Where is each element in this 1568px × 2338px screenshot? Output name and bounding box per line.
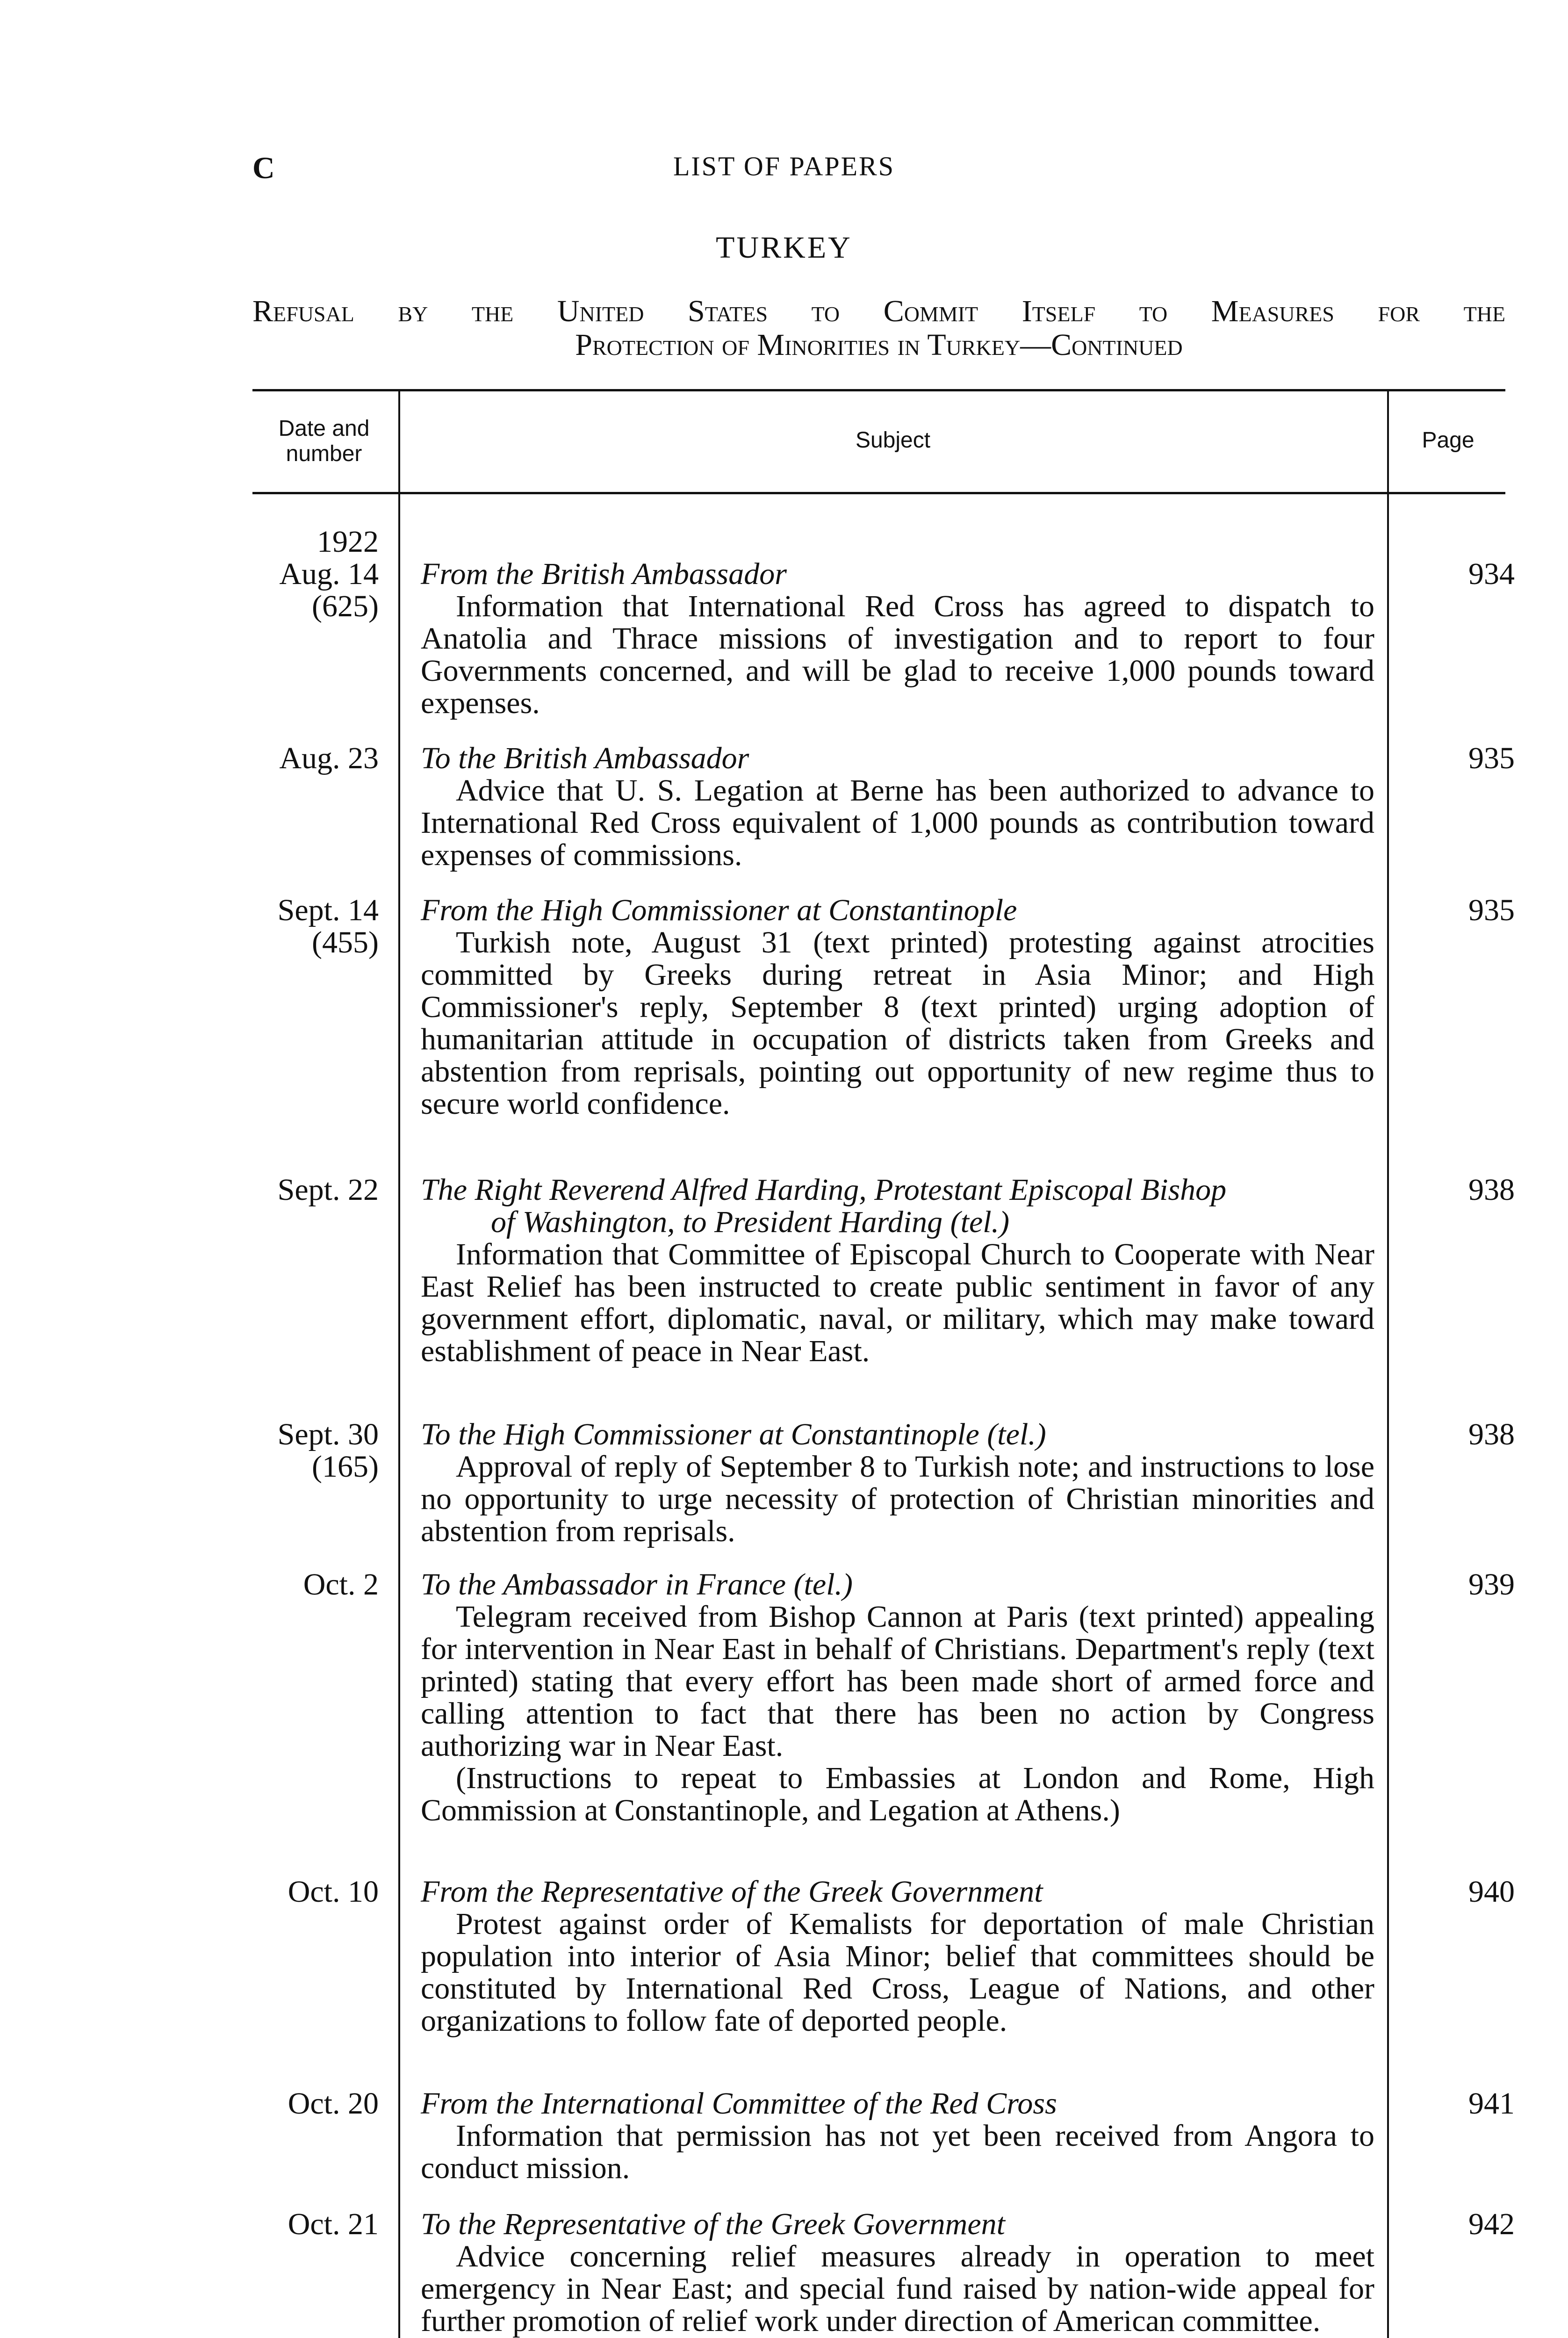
- entry-year: 1922: [317, 525, 379, 559]
- entry-date: [252, 894, 379, 959]
- page-marker: C: [252, 151, 275, 185]
- entry-body-note: (Instructions to repeat to Embassies at London and Rome, High Commission at Constantinople, and Legation at Athens.): [421, 1761, 1374, 1827]
- entry-date: [252, 1876, 379, 1908]
- entry-body: Protest against order of Kemalists for deportation of male Christian population into interior of Asia Minor; belief that committees should be constituted by International Red Cross, League of Nations, and other organizations to follow fate of deported people.: [421, 1907, 1374, 2038]
- entry-title: To the High Commissioner at Constantinople (tel.): [421, 1417, 1046, 1451]
- entry-subject: [421, 1876, 1374, 2037]
- entry-subject: [421, 1418, 1374, 1547]
- entry-subject: [421, 894, 1374, 1120]
- entry-number: (625): [312, 589, 379, 623]
- entry-body: Information that Committee of Episcopal Church to Cooperate with Near East Relief has been instructed to create public sentiment in favor of any government effort, diplomatic, naval, or military, which may make toward establishment of peace in Near East.: [421, 1237, 1374, 1368]
- entry-date: [252, 742, 379, 774]
- entry-title: To the Representative of the Greek Government: [421, 2207, 1005, 2241]
- section-title: [252, 295, 1505, 362]
- entry-page: 938: [1468, 1173, 1515, 1207]
- entry-title: To the Ambassador in France (tel.): [421, 1567, 853, 1602]
- entry-date: [252, 526, 379, 622]
- entry-title: The Right Reverend Alfred Harding, Protestant Episcopal Bishop: [421, 1173, 1227, 1207]
- entry-page: 935: [1468, 741, 1515, 775]
- entry-body: Telegram received from Bishop Cannon at Paris (text printed) appealing for intervention in Near East in behalf of Christians. Department's reply (text printed) stating that every effort has been made short of armed force and calling attention to fact that there has been no action by Congress authorizing war in Near East.: [421, 1600, 1374, 1763]
- column-divider-right: [1387, 389, 1389, 2338]
- entry-date-value: Sept. 22: [277, 1173, 379, 1207]
- entry-date: [252, 1174, 379, 1206]
- entry-date: [252, 2208, 379, 2240]
- entry-title: From the British Ambassador: [421, 557, 787, 591]
- entry-body: Advice concerning relief measures already in operation to meet emergency in Near East; and special fund raised by nation-wide appeal for further promotion of relief work under direction of American committee.: [421, 2239, 1374, 2338]
- running-header: LIST OF PAPERS: [673, 151, 895, 181]
- entry-body: Approval of reply of September 8 to Turkish note; and instructions to lose no opportunity to urge necessity of protection of Christian minorities and abstention from reprisals.: [421, 1450, 1374, 1548]
- column-header-page: Page: [1422, 428, 1474, 453]
- entry-date-value: Aug. 23: [279, 741, 379, 775]
- entry-date-value: Oct. 21: [288, 2207, 379, 2241]
- entry-title: From the High Commissioner at Constantinople: [421, 893, 1017, 927]
- entry-page: 940: [1468, 1875, 1515, 1909]
- entry-date-value: Oct. 20: [288, 2086, 379, 2121]
- entry-subject: [421, 742, 1374, 871]
- entry-date-value: Oct. 2: [303, 1567, 379, 1602]
- entry-page: 934: [1468, 557, 1515, 591]
- entry-body: Turkish note, August 31 (text printed) protesting against atrocities committed by Greeks during retreat in Asia Minor; and High Commissioner's reply, September 8 (text printed) urging adoption of humanitarian attitude in occupation of districts taken from Greeks and abstention from reprisals, pointing out opportunity of new regime thus to secure world confidence.: [421, 925, 1374, 1121]
- country-heading: TURKEY: [716, 231, 852, 265]
- entry-date: [252, 1568, 379, 1601]
- entry-title: To the British Ambassador: [421, 741, 749, 775]
- entry-date: [252, 2087, 379, 2120]
- entry-subject: [421, 2087, 1374, 2184]
- entry-body: Information that permission has not yet been received from Angora to conduct mission.: [421, 2119, 1374, 2185]
- entry-page: 938: [1468, 1417, 1515, 1451]
- column-header-subject: Subject: [855, 428, 931, 453]
- entry-title: From the International Committee of the Red Cross: [421, 2086, 1057, 2121]
- column-divider-left: [398, 389, 400, 2338]
- entry-body: Information that International Red Cross has agreed to dispatch to Anatolia and Thrace missions of investigation and to report to four Governments concerned, and will be glad to receive 1,000 pounds toward expenses.: [421, 589, 1374, 720]
- entry-date-value: Oct. 10: [288, 1875, 379, 1909]
- entry-subject: [421, 1174, 1374, 1367]
- entry-date: [252, 1418, 379, 1483]
- entry-date-value: Sept. 14: [277, 893, 379, 927]
- entry-subject: [421, 1568, 1374, 1826]
- entry-page: 939: [1468, 1567, 1515, 1602]
- entry-page: 942: [1468, 2207, 1515, 2241]
- column-header-date: Date and number: [278, 416, 370, 466]
- entry-date-value: Aug. 14: [279, 557, 379, 591]
- section-title-line-2: Protection of Minorities in Turkey—Continued: [575, 328, 1183, 362]
- entry-page: 941: [1468, 2086, 1515, 2121]
- entry-number: (165): [312, 1450, 379, 1484]
- entry-number: (455): [312, 925, 379, 960]
- entry-subject: [421, 2208, 1374, 2337]
- entry-page: 935: [1468, 893, 1515, 927]
- entry-title: From the Representative of the Greek Government: [421, 1875, 1043, 1909]
- entry-body: Advice that U. S. Legation at Berne has been authorized to advance to International Red Cross equivalent of 1,000 pounds as contribution toward expenses of commissions.: [421, 773, 1374, 872]
- table-top-rule: [252, 389, 1505, 391]
- entry-title-continued: of Washington, to President Harding (tel.): [491, 1205, 1010, 1239]
- entry-date-value: Sept. 30: [277, 1417, 379, 1451]
- section-title-line-1: Refusal by the United States to Commit Itself to Measures for the: [252, 294, 1505, 328]
- entry-subject: [421, 558, 1374, 719]
- table-header-bottom-rule: [252, 492, 1505, 494]
